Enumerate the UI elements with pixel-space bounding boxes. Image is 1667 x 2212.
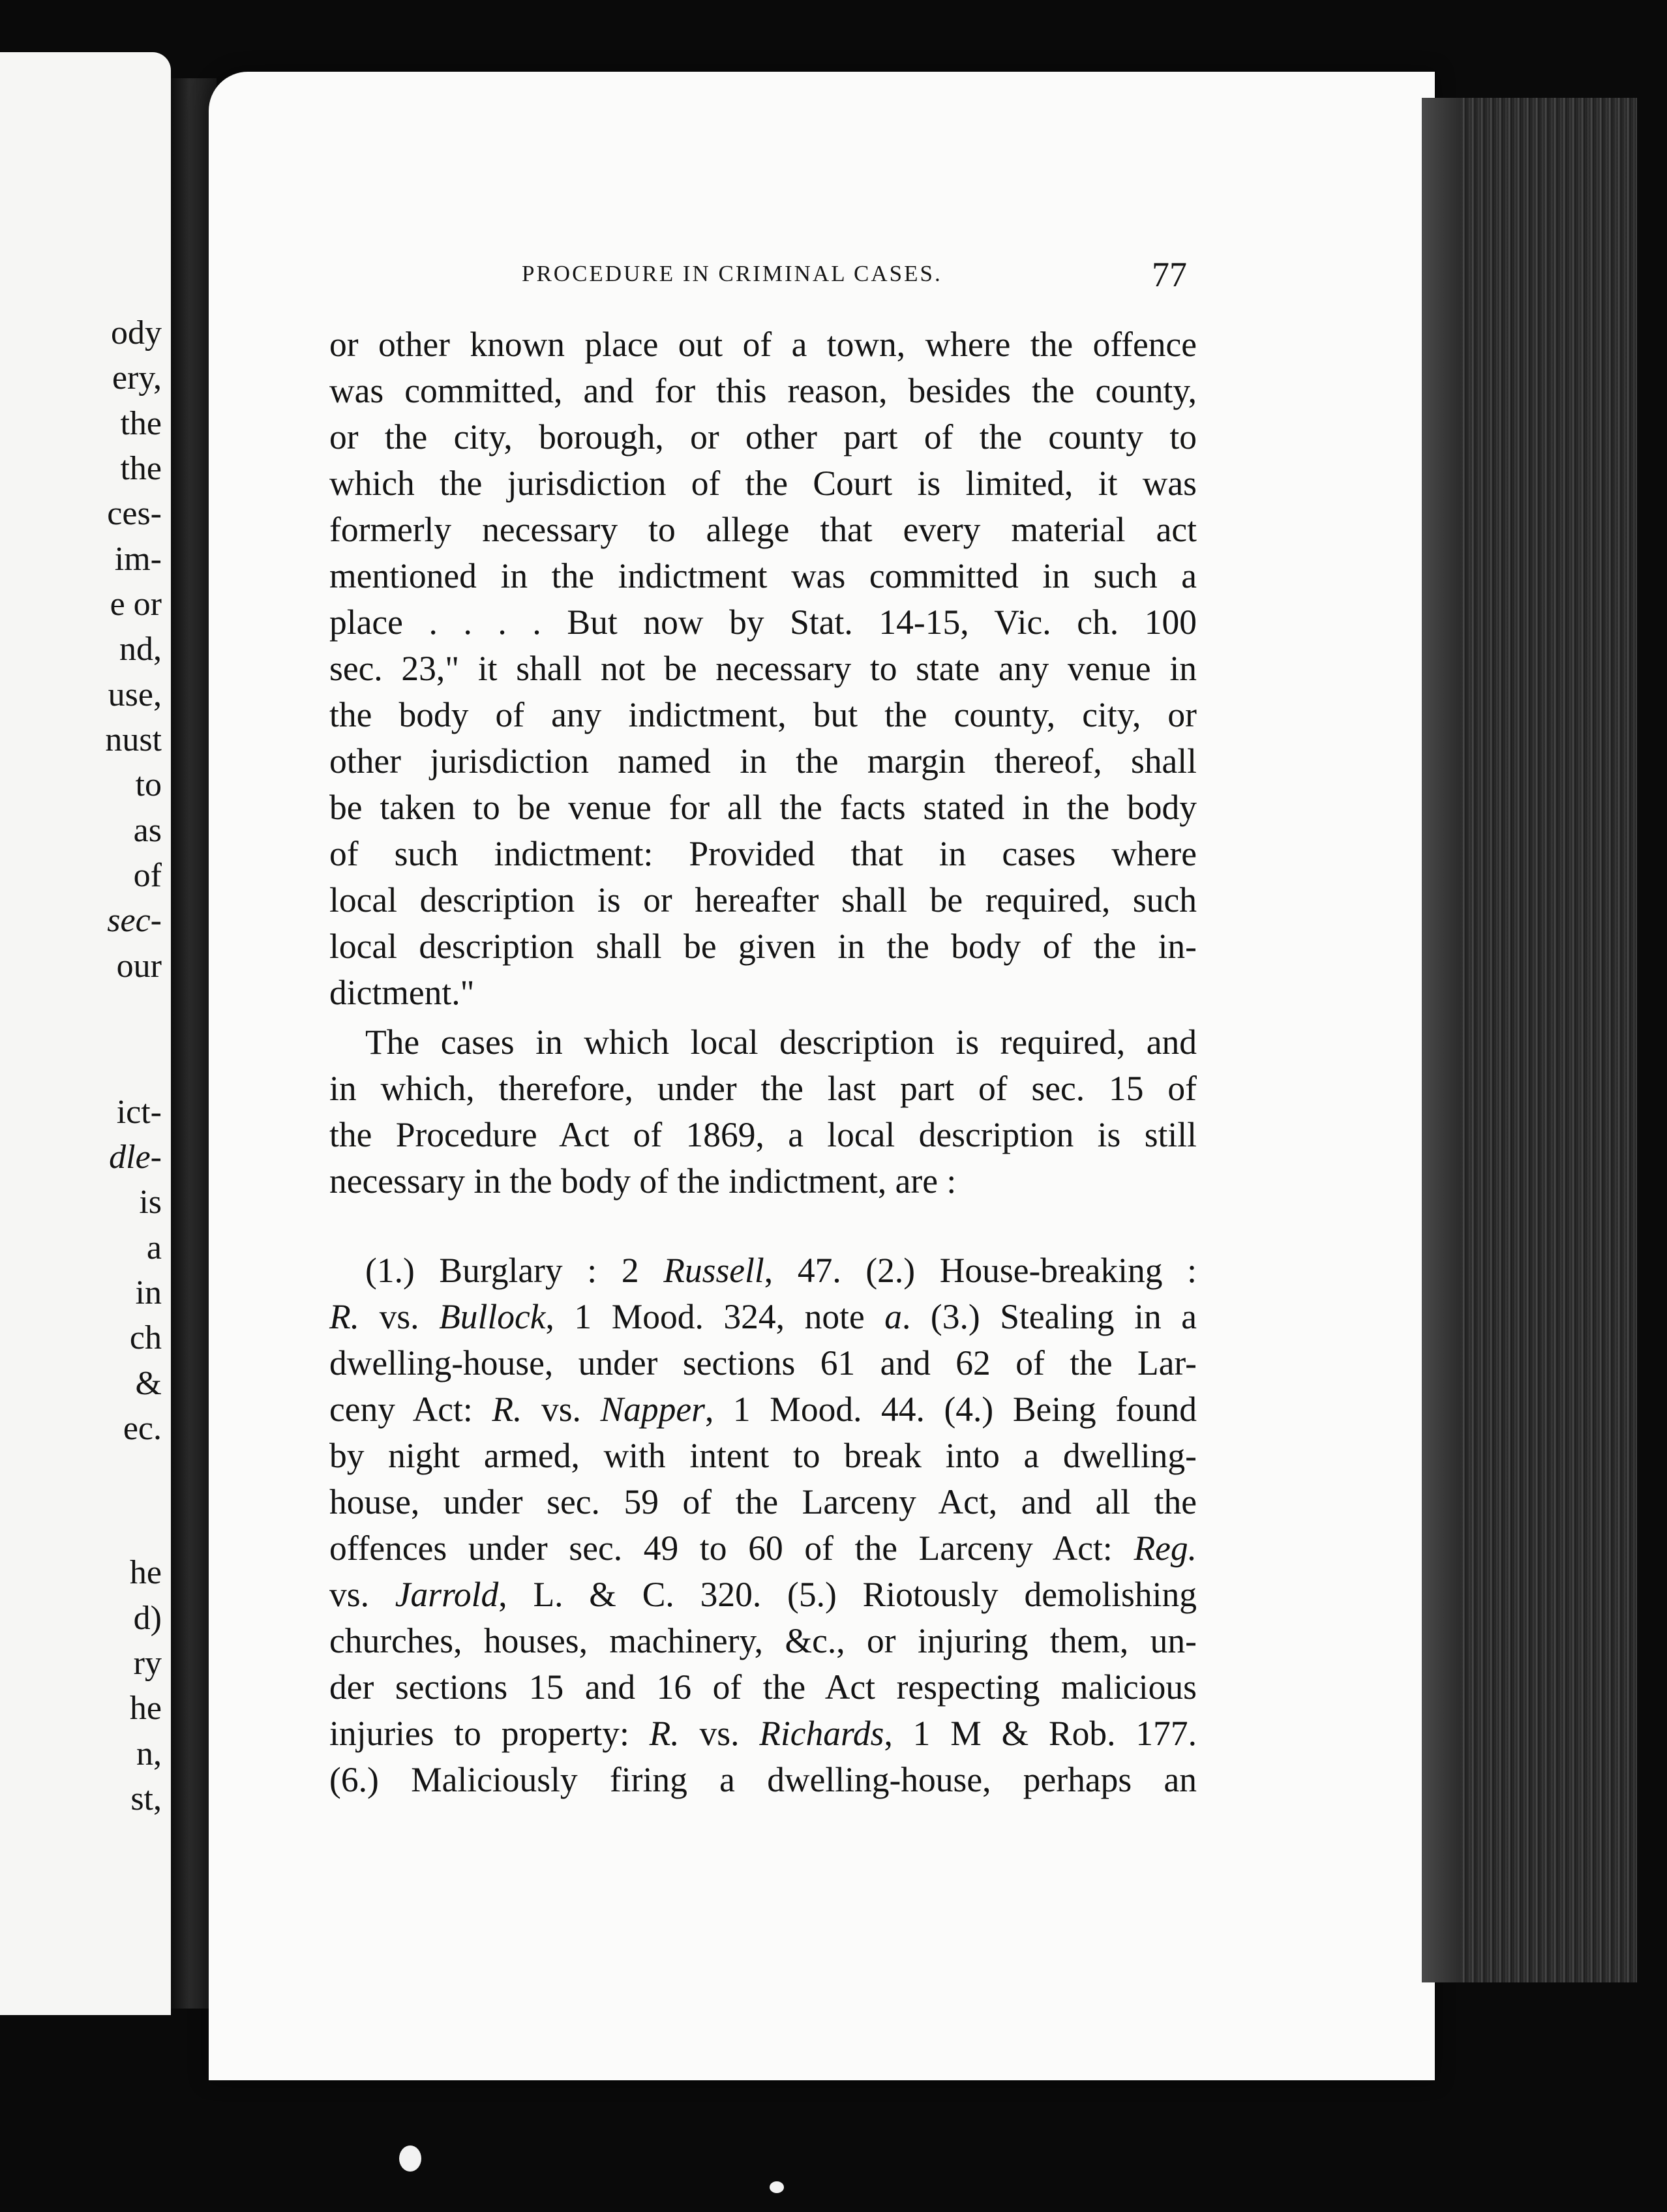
left-page-fragment: im- (114, 541, 162, 578)
left-page-fragment: nust (105, 721, 162, 758)
left-page-fragment: ict- (116, 1094, 162, 1131)
text-line: in which, therefore, under the last part of sec. 15 of (329, 1069, 1197, 1108)
left-page-fragment: dle- (109, 1139, 162, 1176)
text-line: ceny Act: R. vs. Napper, 1 Mood. 44. (4.) Being found (329, 1390, 1197, 1429)
text-line: place . . . . But now by Stat. 14-15, Vic. ch. 100 (329, 603, 1197, 642)
text-line: churches, houses, machinery, &c., or injuring them, un- (329, 1621, 1197, 1660)
dust-speck (399, 2145, 421, 2172)
left-page-fragment: ry (133, 1645, 162, 1682)
left-page-fragment: of (133, 857, 162, 894)
text-line: other jurisdiction named in the margin thereof, shall (329, 741, 1197, 781)
left-page-fragment: ec. (123, 1410, 162, 1447)
text-line: (1.) Burglary : 2 Russell, 47. (2.) House-breaking : (365, 1251, 1197, 1290)
text-line: dictment." (329, 973, 475, 1012)
left-page-fragment: sec- (107, 902, 162, 939)
left-page-fragment: e or (110, 586, 162, 623)
left-facing-page (0, 52, 171, 2015)
left-page-fragment: the (120, 450, 162, 487)
text-line: sec. 23," it shall not be necessary to state any venue in (329, 649, 1197, 688)
left-page-fragment: in (135, 1274, 162, 1311)
text-line: necessary in the body of the indictment, are : (329, 1161, 957, 1201)
left-page-fragment: to (135, 766, 162, 803)
left-page-fragment: st, (130, 1780, 162, 1817)
left-page-fragment: is (139, 1184, 162, 1221)
left-page-fragment: & (135, 1365, 162, 1402)
page-edge-highlight (1422, 98, 1461, 1982)
text-line: The cases in which local description is required, and (365, 1023, 1197, 1062)
left-page-fragment: a (146, 1229, 162, 1266)
text-line: formerly necessary to allege that every material act (329, 510, 1197, 549)
left-page-fragment: our (116, 948, 162, 985)
left-page-fragment: nd, (119, 631, 162, 668)
running-head: PROCEDURE IN CRIMINAL CASES. (522, 261, 942, 286)
text-line: der sections 15 and 16 of the Act respecting malicious (329, 1667, 1197, 1707)
text-line: R. vs. Bullock, 1 Mood. 324, note a. (3.) Stealing in a (329, 1297, 1197, 1336)
left-page-fragment: ody (111, 314, 162, 351)
text-line: which the jurisdiction of the Court is limited, it was (329, 464, 1197, 503)
text-line: (6.) Maliciously firing a dwelling-house, perhaps an (329, 1760, 1197, 1799)
text-line: local description is or hereafter shall be required, such (329, 880, 1197, 919)
text-line: of such indictment: Provided that in cases where (329, 834, 1197, 873)
text-line: dwelling-house, under sections 61 and 62 of the Lar- (329, 1343, 1197, 1382)
left-page-fragment: use, (108, 676, 162, 713)
text-line: or the city, borough, or other part of the county to (329, 417, 1197, 456)
text-line: injuries to property: R. vs. Richards, 1 M & Rob. 177. (329, 1714, 1197, 1753)
text-line: the Procedure Act of 1869, a local description is still (329, 1115, 1197, 1154)
text-line: offences under sec. 49 to 60 of the Larceny Act: Reg. (329, 1529, 1197, 1568)
text-line: was committed, and for this reason, besides the county, (329, 371, 1197, 410)
left-page-fragment: d) (133, 1600, 162, 1637)
left-page-fragment: n, (136, 1735, 162, 1772)
left-page-fragment: he (129, 1554, 162, 1591)
text-line: house, under sec. 59 of the Larceny Act, and all the (329, 1482, 1197, 1521)
text-line: by night armed, with intent to break into a dwelling- (329, 1436, 1197, 1475)
dust-speck (770, 2181, 784, 2193)
left-page-fragment: the (120, 405, 162, 442)
left-page-fragment: he (129, 1690, 162, 1727)
text-line: or other known place out of a town, where the offence (329, 325, 1197, 364)
page-number: 77 (1152, 255, 1187, 294)
left-page-fragment: ery, (112, 359, 162, 396)
text-line: the body of any indictment, but the county, city, or (329, 695, 1197, 734)
text-line: vs. Jarrold, L. & C. 320. (5.) Riotously demolishing (329, 1575, 1197, 1614)
text-line: local description shall be given in the body of the in- (329, 927, 1197, 966)
left-page-fragment: ch (129, 1319, 162, 1356)
left-page-fragment: ces- (107, 495, 162, 532)
text-line: mentioned in the indictment was committed in such a (329, 556, 1197, 595)
left-page-fragment: as (133, 812, 162, 849)
text-line: be taken to be venue for all the facts stated in the body (329, 788, 1197, 827)
